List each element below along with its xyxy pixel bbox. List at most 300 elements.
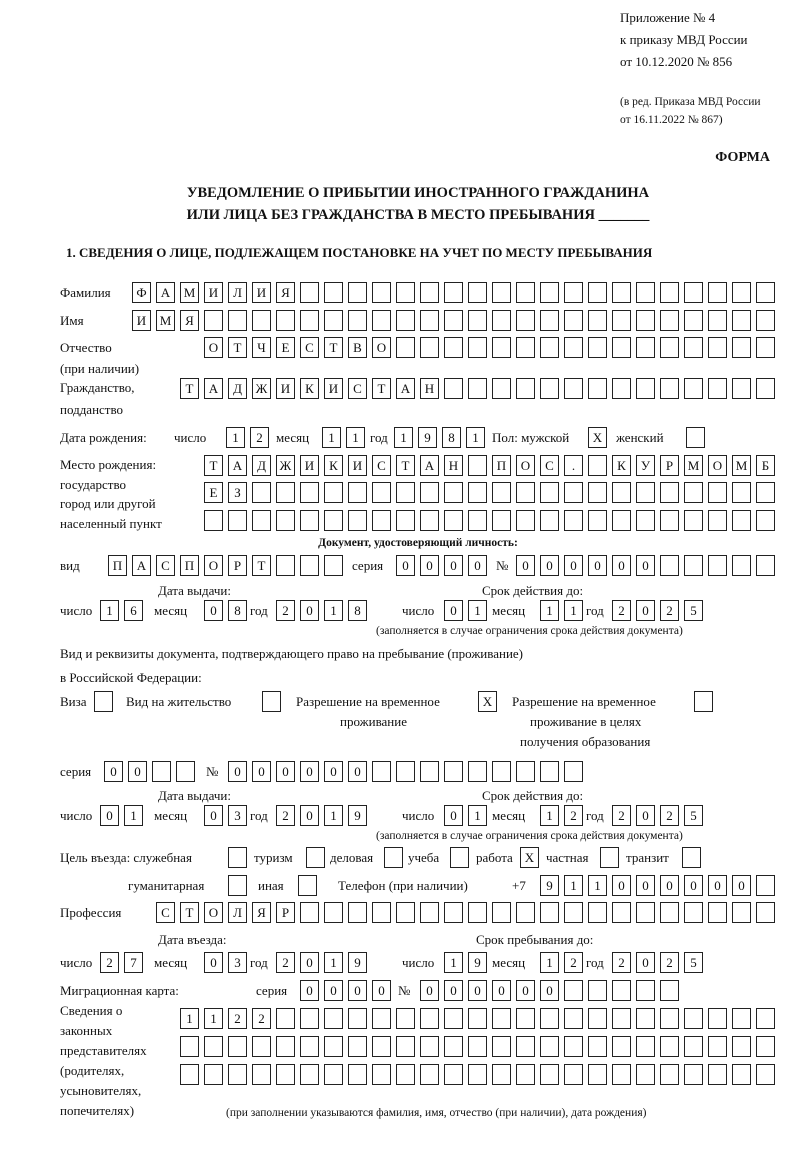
char-box[interactable]: И bbox=[132, 310, 151, 331]
char-box[interactable] bbox=[588, 455, 607, 476]
char-box[interactable] bbox=[516, 902, 535, 923]
char-box[interactable] bbox=[564, 1008, 583, 1029]
char-box[interactable] bbox=[276, 310, 295, 331]
char-box[interactable]: 0 bbox=[636, 805, 655, 826]
char-box[interactable] bbox=[732, 555, 751, 576]
char-box[interactable]: 0 bbox=[684, 875, 703, 896]
char-box[interactable]: С bbox=[156, 555, 175, 576]
char-box[interactable] bbox=[516, 1064, 535, 1085]
char-box[interactable] bbox=[420, 282, 439, 303]
char-box[interactable] bbox=[564, 282, 583, 303]
char-box[interactable]: 1 bbox=[564, 875, 583, 896]
char-box[interactable] bbox=[396, 1036, 415, 1057]
char-box[interactable]: Д bbox=[228, 378, 247, 399]
char-box[interactable] bbox=[708, 282, 727, 303]
char-box[interactable] bbox=[660, 902, 679, 923]
char-box[interactable] bbox=[732, 282, 751, 303]
char-box[interactable]: А bbox=[228, 455, 247, 476]
char-box[interactable]: Н bbox=[420, 378, 439, 399]
char-box[interactable] bbox=[564, 378, 583, 399]
char-box[interactable] bbox=[516, 482, 535, 503]
char-box[interactable] bbox=[516, 1008, 535, 1029]
char-box[interactable]: . bbox=[564, 455, 583, 476]
char-box[interactable]: 1 bbox=[226, 427, 245, 448]
char-box[interactable]: Т bbox=[180, 378, 199, 399]
char-box[interactable]: И bbox=[300, 455, 319, 476]
char-box[interactable]: 0 bbox=[564, 555, 583, 576]
char-box[interactable] bbox=[276, 1064, 295, 1085]
char-box[interactable]: Т bbox=[372, 378, 391, 399]
char-box[interactable] bbox=[348, 310, 367, 331]
char-box[interactable]: 0 bbox=[540, 555, 559, 576]
char-box[interactable] bbox=[420, 510, 439, 531]
char-box[interactable]: 2 bbox=[252, 1008, 271, 1029]
char-box[interactable] bbox=[252, 510, 271, 531]
char-box[interactable] bbox=[324, 902, 343, 923]
char-box[interactable]: Я bbox=[180, 310, 199, 331]
char-box[interactable] bbox=[468, 282, 487, 303]
char-box[interactable]: 0 bbox=[492, 980, 511, 1001]
char-box[interactable]: М bbox=[732, 455, 751, 476]
char-box[interactable] bbox=[420, 1008, 439, 1029]
char-box[interactable] bbox=[636, 510, 655, 531]
char-box[interactable]: 1 bbox=[540, 600, 559, 621]
char-box[interactable] bbox=[300, 482, 319, 503]
char-box[interactable] bbox=[660, 980, 679, 1001]
char-box[interactable]: Л bbox=[228, 902, 247, 923]
char-box[interactable] bbox=[324, 1008, 343, 1029]
char-box[interactable] bbox=[372, 761, 391, 782]
char-box[interactable] bbox=[636, 310, 655, 331]
char-box[interactable] bbox=[660, 310, 679, 331]
char-box[interactable] bbox=[348, 1036, 367, 1057]
char-box[interactable]: 1 bbox=[540, 805, 559, 826]
char-box[interactable] bbox=[348, 1008, 367, 1029]
char-box[interactable]: 0 bbox=[444, 555, 463, 576]
char-box[interactable] bbox=[348, 482, 367, 503]
char-box[interactable]: П bbox=[108, 555, 127, 576]
char-box[interactable]: Т bbox=[252, 555, 271, 576]
char-box[interactable]: М bbox=[156, 310, 175, 331]
char-box[interactable] bbox=[276, 482, 295, 503]
char-box[interactable] bbox=[636, 1008, 655, 1029]
char-box[interactable]: 2 bbox=[612, 600, 631, 621]
char-box[interactable] bbox=[420, 310, 439, 331]
char-box[interactable] bbox=[660, 1064, 679, 1085]
char-box[interactable] bbox=[468, 310, 487, 331]
char-box[interactable] bbox=[732, 1064, 751, 1085]
char-box[interactable] bbox=[684, 555, 703, 576]
char-box[interactable] bbox=[298, 875, 317, 896]
char-box[interactable]: 0 bbox=[636, 600, 655, 621]
char-box[interactable]: 0 bbox=[708, 875, 727, 896]
char-box[interactable]: 1 bbox=[540, 952, 559, 973]
char-box[interactable] bbox=[540, 902, 559, 923]
char-box[interactable] bbox=[372, 1064, 391, 1085]
char-box[interactable]: О bbox=[204, 337, 223, 358]
char-box[interactable] bbox=[372, 902, 391, 923]
char-box[interactable] bbox=[708, 337, 727, 358]
char-box[interactable]: 0 bbox=[516, 980, 535, 1001]
char-box[interactable]: Ч bbox=[252, 337, 271, 358]
char-box[interactable]: 0 bbox=[636, 875, 655, 896]
char-box[interactable] bbox=[684, 482, 703, 503]
char-box[interactable] bbox=[540, 1008, 559, 1029]
char-box[interactable]: Е bbox=[204, 482, 223, 503]
char-box[interactable] bbox=[396, 282, 415, 303]
char-box[interactable]: К bbox=[300, 378, 319, 399]
char-box[interactable]: 9 bbox=[348, 952, 367, 973]
char-box[interactable]: Е bbox=[276, 337, 295, 358]
char-box[interactable] bbox=[372, 1008, 391, 1029]
char-box[interactable]: О bbox=[516, 455, 535, 476]
char-box[interactable] bbox=[262, 691, 281, 712]
char-box[interactable] bbox=[636, 282, 655, 303]
char-box[interactable] bbox=[612, 1064, 631, 1085]
char-box[interactable]: И bbox=[348, 455, 367, 476]
char-box[interactable]: 2 bbox=[276, 600, 295, 621]
char-box[interactable] bbox=[660, 282, 679, 303]
char-box[interactable] bbox=[636, 980, 655, 1001]
char-box[interactable]: Ж bbox=[252, 378, 271, 399]
char-box[interactable] bbox=[732, 482, 751, 503]
char-box[interactable]: 0 bbox=[276, 761, 295, 782]
char-box[interactable]: 2 bbox=[612, 952, 631, 973]
char-box[interactable] bbox=[588, 1008, 607, 1029]
char-box[interactable] bbox=[396, 761, 415, 782]
char-box[interactable] bbox=[492, 510, 511, 531]
char-box[interactable]: X bbox=[588, 427, 607, 448]
char-box[interactable]: 0 bbox=[420, 980, 439, 1001]
char-box[interactable]: 0 bbox=[612, 875, 631, 896]
char-box[interactable]: А bbox=[396, 378, 415, 399]
char-box[interactable] bbox=[564, 1036, 583, 1057]
char-box[interactable]: 0 bbox=[444, 980, 463, 1001]
char-box[interactable] bbox=[276, 1036, 295, 1057]
char-box[interactable] bbox=[276, 510, 295, 531]
char-box[interactable] bbox=[252, 1064, 271, 1085]
char-box[interactable]: 1 bbox=[124, 805, 143, 826]
char-box[interactable] bbox=[684, 1036, 703, 1057]
char-box[interactable] bbox=[684, 1008, 703, 1029]
char-box[interactable]: 8 bbox=[228, 600, 247, 621]
char-box[interactable] bbox=[660, 1008, 679, 1029]
char-box[interactable] bbox=[324, 482, 343, 503]
char-box[interactable] bbox=[372, 310, 391, 331]
char-box[interactable] bbox=[396, 1064, 415, 1085]
char-box[interactable] bbox=[444, 902, 463, 923]
char-box[interactable] bbox=[636, 337, 655, 358]
char-box[interactable]: 7 bbox=[124, 952, 143, 973]
char-box[interactable] bbox=[252, 1036, 271, 1057]
char-box[interactable]: М bbox=[684, 455, 703, 476]
char-box[interactable]: 0 bbox=[636, 952, 655, 973]
char-box[interactable] bbox=[612, 1008, 631, 1029]
char-box[interactable]: 0 bbox=[252, 761, 271, 782]
char-box[interactable]: 0 bbox=[468, 980, 487, 1001]
char-box[interactable]: 0 bbox=[228, 761, 247, 782]
char-box[interactable] bbox=[492, 378, 511, 399]
char-box[interactable]: О bbox=[372, 337, 391, 358]
char-box[interactable] bbox=[228, 310, 247, 331]
char-box[interactable] bbox=[420, 337, 439, 358]
char-box[interactable]: Ф bbox=[132, 282, 151, 303]
char-box[interactable] bbox=[684, 282, 703, 303]
char-box[interactable] bbox=[468, 1064, 487, 1085]
char-box[interactable]: 0 bbox=[100, 805, 119, 826]
char-box[interactable] bbox=[612, 282, 631, 303]
char-box[interactable] bbox=[252, 482, 271, 503]
char-box[interactable] bbox=[588, 282, 607, 303]
char-box[interactable]: У bbox=[636, 455, 655, 476]
char-box[interactable] bbox=[300, 1036, 319, 1057]
char-box[interactable] bbox=[204, 510, 223, 531]
char-box[interactable] bbox=[588, 1036, 607, 1057]
char-box[interactable] bbox=[372, 510, 391, 531]
char-box[interactable] bbox=[228, 1064, 247, 1085]
char-box[interactable] bbox=[684, 902, 703, 923]
char-box[interactable] bbox=[732, 902, 751, 923]
char-box[interactable] bbox=[564, 980, 583, 1001]
char-box[interactable] bbox=[636, 902, 655, 923]
char-box[interactable] bbox=[612, 310, 631, 331]
char-box[interactable]: И bbox=[204, 282, 223, 303]
char-box[interactable] bbox=[180, 1064, 199, 1085]
char-box[interactable] bbox=[300, 1008, 319, 1029]
char-box[interactable] bbox=[564, 761, 583, 782]
char-box[interactable] bbox=[564, 1064, 583, 1085]
char-box[interactable] bbox=[708, 378, 727, 399]
char-box[interactable] bbox=[468, 378, 487, 399]
char-box[interactable]: 5 bbox=[684, 600, 703, 621]
char-box[interactable]: Н bbox=[444, 455, 463, 476]
char-box[interactable] bbox=[324, 555, 343, 576]
char-box[interactable] bbox=[708, 1036, 727, 1057]
char-box[interactable]: Т bbox=[180, 902, 199, 923]
char-box[interactable] bbox=[756, 310, 775, 331]
char-box[interactable]: Т bbox=[324, 337, 343, 358]
char-box[interactable] bbox=[468, 482, 487, 503]
char-box[interactable]: 2 bbox=[660, 952, 679, 973]
char-box[interactable] bbox=[588, 510, 607, 531]
char-box[interactable] bbox=[468, 455, 487, 476]
char-box[interactable] bbox=[684, 378, 703, 399]
char-box[interactable] bbox=[756, 337, 775, 358]
char-box[interactable]: И bbox=[276, 378, 295, 399]
char-box[interactable]: X bbox=[520, 847, 539, 868]
char-box[interactable] bbox=[468, 510, 487, 531]
char-box[interactable]: Р bbox=[276, 902, 295, 923]
char-box[interactable]: 2 bbox=[612, 805, 631, 826]
char-box[interactable]: 0 bbox=[300, 952, 319, 973]
char-box[interactable]: 2 bbox=[276, 805, 295, 826]
char-box[interactable] bbox=[348, 902, 367, 923]
char-box[interactable]: 0 bbox=[128, 761, 147, 782]
char-box[interactable] bbox=[612, 378, 631, 399]
char-box[interactable] bbox=[636, 1036, 655, 1057]
char-box[interactable]: 0 bbox=[420, 555, 439, 576]
char-box[interactable]: 1 bbox=[322, 427, 341, 448]
char-box[interactable]: И bbox=[252, 282, 271, 303]
char-box[interactable] bbox=[660, 555, 679, 576]
char-box[interactable]: А bbox=[132, 555, 151, 576]
char-box[interactable] bbox=[684, 1064, 703, 1085]
char-box[interactable] bbox=[228, 510, 247, 531]
char-box[interactable] bbox=[660, 378, 679, 399]
char-box[interactable]: П bbox=[492, 455, 511, 476]
char-box[interactable]: 2 bbox=[276, 952, 295, 973]
char-box[interactable] bbox=[372, 282, 391, 303]
char-box[interactable]: 1 bbox=[324, 952, 343, 973]
char-box[interactable] bbox=[682, 847, 701, 868]
char-box[interactable] bbox=[588, 310, 607, 331]
char-box[interactable]: Б bbox=[756, 455, 775, 476]
char-box[interactable] bbox=[660, 482, 679, 503]
char-box[interactable] bbox=[708, 310, 727, 331]
char-box[interactable] bbox=[756, 482, 775, 503]
char-box[interactable]: О bbox=[204, 902, 223, 923]
char-box[interactable] bbox=[636, 482, 655, 503]
char-box[interactable] bbox=[684, 510, 703, 531]
char-box[interactable] bbox=[324, 510, 343, 531]
char-box[interactable]: С bbox=[540, 455, 559, 476]
char-box[interactable] bbox=[300, 310, 319, 331]
char-box[interactable]: 0 bbox=[324, 980, 343, 1001]
char-box[interactable] bbox=[686, 427, 705, 448]
char-box[interactable]: 0 bbox=[300, 761, 319, 782]
char-box[interactable] bbox=[708, 902, 727, 923]
char-box[interactable] bbox=[204, 1036, 223, 1057]
char-box[interactable] bbox=[276, 1008, 295, 1029]
char-box[interactable] bbox=[420, 482, 439, 503]
char-box[interactable] bbox=[732, 1008, 751, 1029]
char-box[interactable]: 0 bbox=[636, 555, 655, 576]
char-box[interactable]: 1 bbox=[564, 600, 583, 621]
char-box[interactable] bbox=[468, 1036, 487, 1057]
char-box[interactable] bbox=[612, 337, 631, 358]
char-box[interactable] bbox=[540, 337, 559, 358]
char-box[interactable] bbox=[540, 1036, 559, 1057]
char-box[interactable]: Ж bbox=[276, 455, 295, 476]
char-box[interactable]: 0 bbox=[204, 805, 223, 826]
char-box[interactable] bbox=[444, 482, 463, 503]
char-box[interactable]: И bbox=[324, 378, 343, 399]
char-box[interactable]: 2 bbox=[250, 427, 269, 448]
char-box[interactable] bbox=[636, 378, 655, 399]
char-box[interactable] bbox=[684, 337, 703, 358]
char-box[interactable] bbox=[694, 691, 713, 712]
char-box[interactable] bbox=[756, 1064, 775, 1085]
char-box[interactable] bbox=[636, 1064, 655, 1085]
char-box[interactable]: Я bbox=[252, 902, 271, 923]
char-box[interactable]: В bbox=[348, 337, 367, 358]
char-box[interactable] bbox=[468, 902, 487, 923]
char-box[interactable]: 1 bbox=[100, 600, 119, 621]
char-box[interactable] bbox=[540, 1064, 559, 1085]
char-box[interactable] bbox=[300, 282, 319, 303]
char-box[interactable] bbox=[492, 761, 511, 782]
char-box[interactable]: О bbox=[204, 555, 223, 576]
char-box[interactable]: 2 bbox=[228, 1008, 247, 1029]
char-box[interactable]: 0 bbox=[372, 980, 391, 1001]
char-box[interactable]: 1 bbox=[394, 427, 413, 448]
char-box[interactable] bbox=[444, 1008, 463, 1029]
char-box[interactable]: 0 bbox=[444, 600, 463, 621]
char-box[interactable]: Т bbox=[228, 337, 247, 358]
char-box[interactable]: 8 bbox=[348, 600, 367, 621]
char-box[interactable] bbox=[516, 510, 535, 531]
char-box[interactable]: 8 bbox=[442, 427, 461, 448]
char-box[interactable] bbox=[94, 691, 113, 712]
char-box[interactable] bbox=[228, 847, 247, 868]
char-box[interactable] bbox=[564, 482, 583, 503]
char-box[interactable]: 0 bbox=[540, 980, 559, 1001]
char-box[interactable] bbox=[372, 1036, 391, 1057]
char-box[interactable] bbox=[228, 1036, 247, 1057]
char-box[interactable] bbox=[564, 310, 583, 331]
char-box[interactable]: Р bbox=[228, 555, 247, 576]
char-box[interactable]: К bbox=[324, 455, 343, 476]
char-box[interactable] bbox=[732, 510, 751, 531]
char-box[interactable]: 0 bbox=[204, 952, 223, 973]
char-box[interactable] bbox=[588, 980, 607, 1001]
char-box[interactable] bbox=[468, 1008, 487, 1029]
char-box[interactable]: 0 bbox=[300, 805, 319, 826]
char-box[interactable] bbox=[372, 482, 391, 503]
char-box[interactable] bbox=[420, 1064, 439, 1085]
char-box[interactable]: 0 bbox=[104, 761, 123, 782]
char-box[interactable]: 0 bbox=[396, 555, 415, 576]
char-box[interactable]: 2 bbox=[100, 952, 119, 973]
char-box[interactable] bbox=[180, 1036, 199, 1057]
char-box[interactable] bbox=[176, 761, 195, 782]
char-box[interactable] bbox=[588, 902, 607, 923]
char-box[interactable] bbox=[732, 378, 751, 399]
char-box[interactable] bbox=[492, 1064, 511, 1085]
char-box[interactable]: Р bbox=[660, 455, 679, 476]
char-box[interactable] bbox=[516, 378, 535, 399]
char-box[interactable] bbox=[492, 1008, 511, 1029]
char-box[interactable] bbox=[660, 337, 679, 358]
char-box[interactable] bbox=[708, 482, 727, 503]
char-box[interactable]: 9 bbox=[418, 427, 437, 448]
char-box[interactable] bbox=[444, 310, 463, 331]
char-box[interactable] bbox=[684, 310, 703, 331]
char-box[interactable] bbox=[348, 510, 367, 531]
char-box[interactable]: 9 bbox=[468, 952, 487, 973]
char-box[interactable]: 1 bbox=[588, 875, 607, 896]
char-box[interactable] bbox=[540, 761, 559, 782]
char-box[interactable] bbox=[492, 902, 511, 923]
char-box[interactable]: Т bbox=[396, 455, 415, 476]
char-box[interactable]: 0 bbox=[516, 555, 535, 576]
char-box[interactable] bbox=[756, 1036, 775, 1057]
char-box[interactable]: 1 bbox=[468, 600, 487, 621]
char-box[interactable] bbox=[540, 282, 559, 303]
char-box[interactable] bbox=[468, 337, 487, 358]
char-box[interactable] bbox=[324, 282, 343, 303]
char-box[interactable] bbox=[540, 378, 559, 399]
char-box[interactable]: 3 bbox=[228, 805, 247, 826]
char-box[interactable] bbox=[708, 1008, 727, 1029]
char-box[interactable] bbox=[444, 761, 463, 782]
char-box[interactable] bbox=[564, 902, 583, 923]
char-box[interactable]: 0 bbox=[204, 600, 223, 621]
char-box[interactable] bbox=[324, 310, 343, 331]
char-box[interactable]: Л bbox=[228, 282, 247, 303]
char-box[interactable]: С bbox=[372, 455, 391, 476]
char-box[interactable] bbox=[152, 761, 171, 782]
